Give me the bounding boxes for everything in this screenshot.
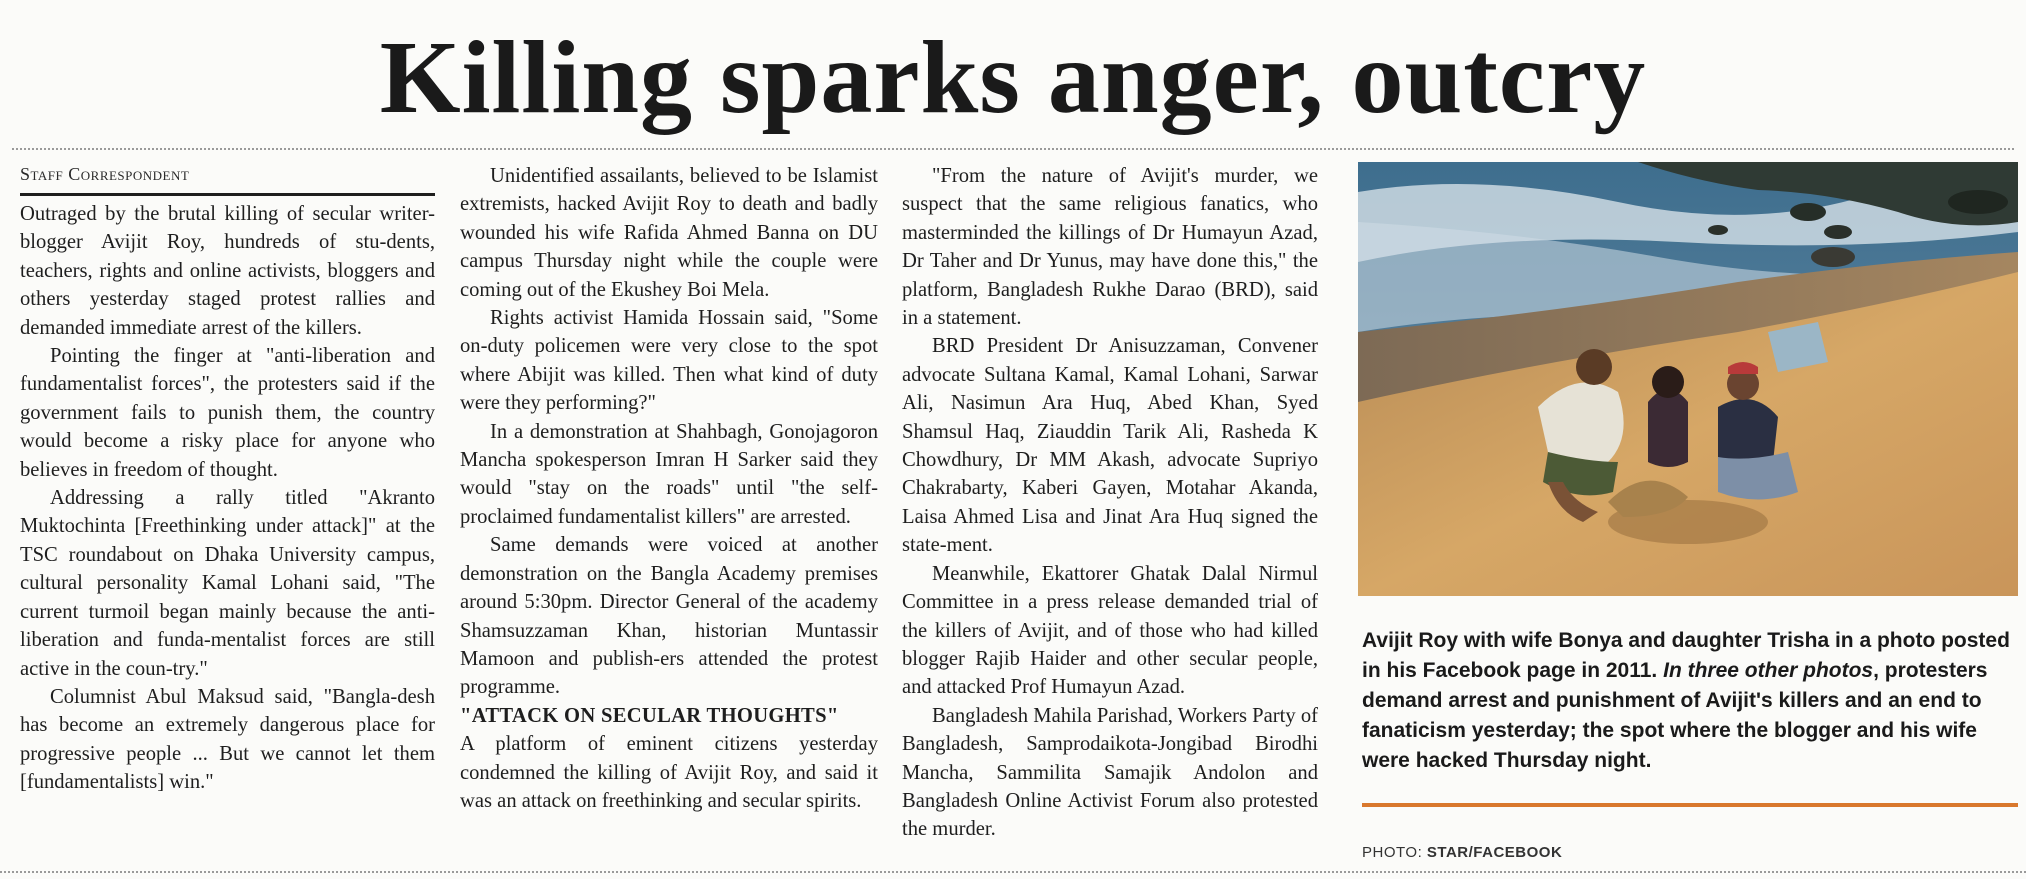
caption-text: , protesters demand arrest and punishment of Avijit's killers and an end to fanaticism yesterday; the spot where the blogger and his wife were hacked Thursday night. [1362, 659, 1988, 772]
photo-caption [1362, 626, 2018, 776]
paragraph: Meanwhile, Ekattorer Ghatak Dalal Nirmul Committee in a press release demanded trial of the killers of Avijit, and of those who had killed blogger Rajib Haider and other secular people, and attacked Prof Humayun Azad. [902, 562, 1318, 699]
caption-divider [1362, 803, 2018, 807]
paragraph: Addressing a rally titled "Akranto Muktochinta [Freethinking under attack]" at the TSC roundabout on Dhaka University campus, cultural personality Kamal Lohani said, "The current turmoil began mainly because the anti-liberation and funda-mentalist forces are still active in the coun-try." [20, 487, 435, 680]
paragraph: In a demonstration at Shahbagh, Gonojagoron Mancha spokesperson Imran H Sarker said they would "stay on the roads" until "the self-proclaimed fundamentalist killers" are arrested. [460, 420, 878, 528]
paragraph: A platform of eminent citizens yesterday condemned the killing of Avijit Roy, and said it was an attack on freethinking and secular spirits. [460, 733, 878, 812]
article-column-3 [902, 162, 1318, 844]
article-column-2 [460, 162, 878, 815]
top-divider [12, 148, 2014, 150]
photo-credit [1362, 844, 1562, 861]
subheading: "ATTACK ON SECULAR THOUGHTS" [460, 704, 839, 727]
paragraph: Columnist Abul Maksud said, "Bangla-desh has become an extremely dangerous place for progressive people ... But we cannot let them [fundamentalists] win." [20, 685, 435, 794]
caption-text: Avijit Roy with wife Bonya and daughter Trisha in a photo posted in his Facebook page in 2011. [1362, 629, 2010, 682]
caption-italic-text: In three other photos [1663, 659, 1874, 682]
article-column-1 [20, 200, 435, 797]
byline: Staff Correspondent [20, 164, 190, 184]
headline: Killing sparks anger, outcry [379, 20, 1647, 135]
bottom-divider [0, 871, 2026, 873]
credit-label: PHOTO: [1362, 844, 1427, 861]
paragraph: Rights activist Hamida Hossain said, "Some on-duty policemen were very close to the spot where Abijit was killed. Then what kind of duty were they performing?" [460, 307, 878, 415]
paragraph: "From the nature of Avijit's murder, we suspect that the same religious fanatics, who masterminded the killings of Dr Humayun Azad, Dr Taher and Dr Yunus, may have done this," the platform, Bangladesh Rukhe Darao (BRD), said in a statement. [902, 165, 1318, 330]
paragraph: Unidentified assailants, believed to be Islamist extremists, hacked Avijit Roy to death and badly wounded his wife Rafida Ahmed Banna on DU campus Thursday night while the couple were coming out of the Ekushey Boi Mela. [460, 165, 878, 301]
paragraph: Pointing the finger at "anti-liberation and fundamentalist forces", the protesters said if the government fails to punish them, the country would become a risky place for anyone who believes in freedom of thought. [20, 345, 435, 481]
credit-source: STAR/FACEBOOK [1426, 844, 1563, 861]
paragraph: BRD President Dr Anisuzzaman, Convener advocate Sultana Kamal, Kamal Lohani, Sarwar Ali, Nasimun Ara Huq, Abed Khan, Syed Shamsul Haq, Ziauddin Tarik Ali, Rasheda K Chowdhury, Dr MM Akash, advocate Supriyo Chakrabarty, Kaberi Gayen, Motahar Akanda, Laisa Ahmed Lisa and Jinat Ara Huq signed the state-ment. [902, 335, 1318, 557]
paragraph: Same demands were voiced at another demonstration on the Bangla Academy premises around 5:30pm. Director General of the academy Shamsuzzaman Khan, historian Muntassir Mamoon and publish-ers attended the protest programme. [460, 534, 878, 699]
beach-photo [1358, 162, 2018, 596]
paragraph: Bangladesh Mahila Parishad, Workers Party of Bangladesh, Samprodaikota-Jongibad Birodhi Mancha, Sammilita Samajik Andolon and Bangladesh Online Activist Forum also protested the murder. [902, 704, 1318, 841]
paragraph: Outraged by the brutal killing of secular writer-blogger Avijit Roy, hundreds of stu-dents, teachers, rights and online activists, bloggers and others yesterday staged protest rallies and demanded immediate arrest of the killers. [20, 203, 435, 339]
byline-rule [20, 193, 435, 196]
